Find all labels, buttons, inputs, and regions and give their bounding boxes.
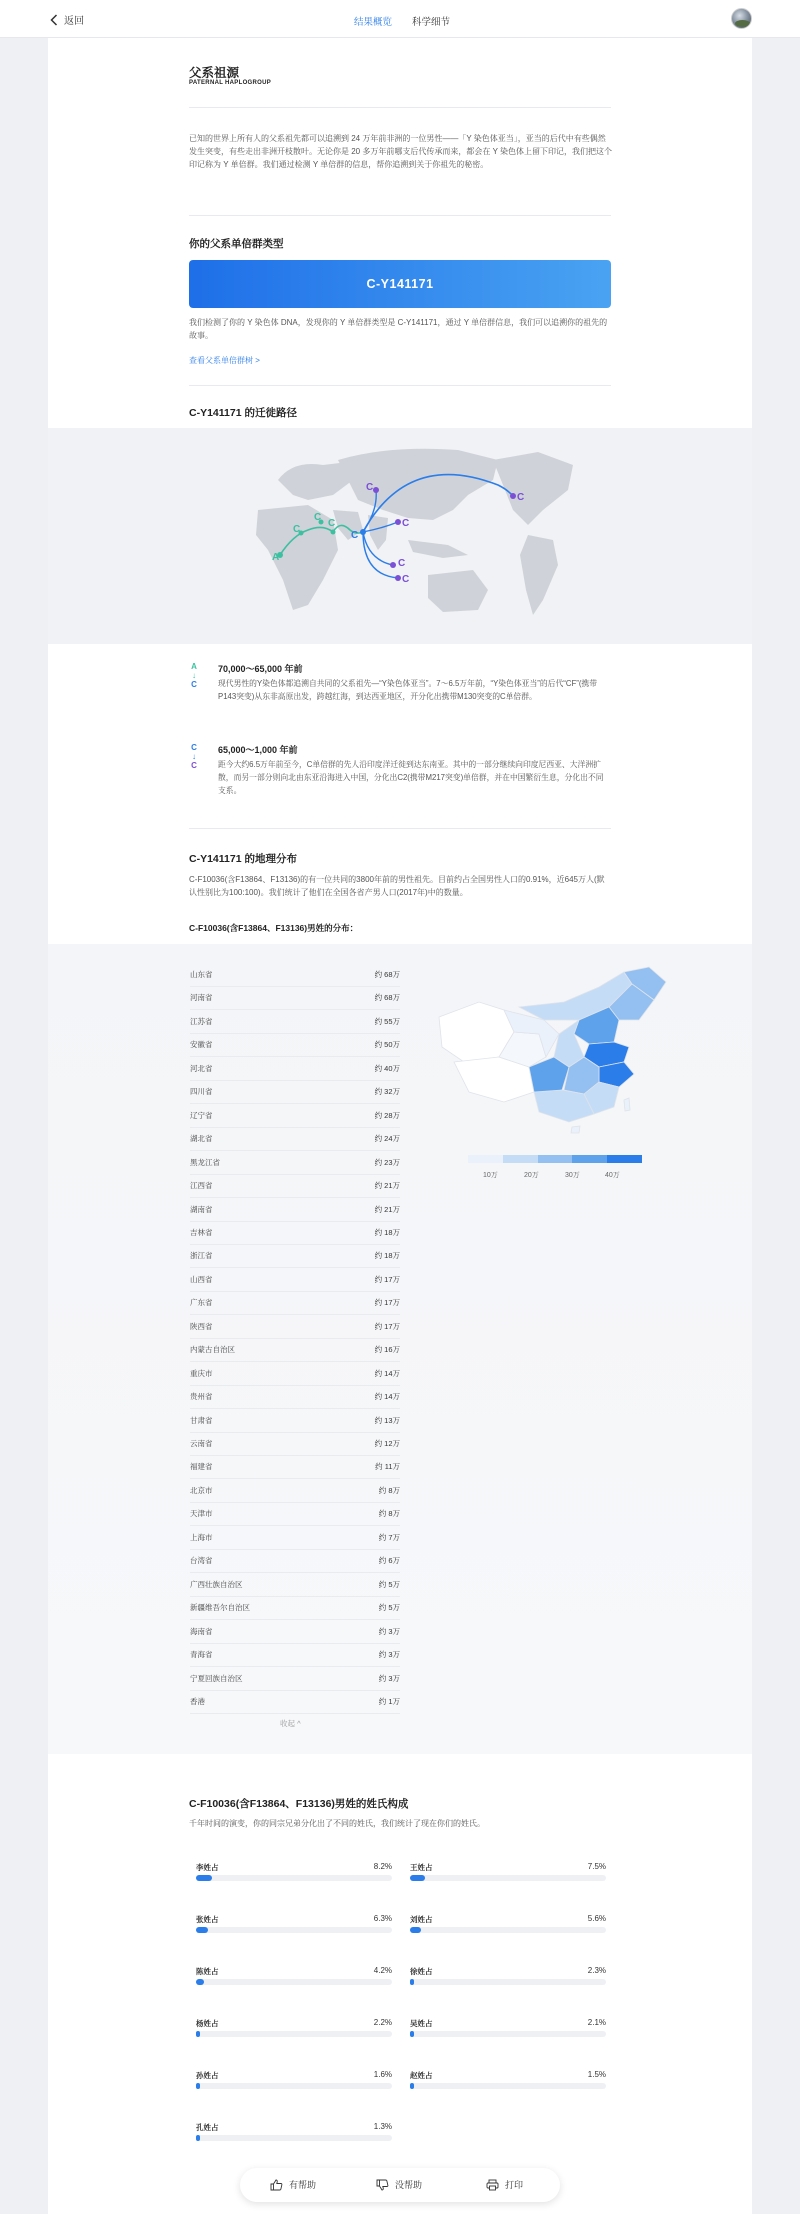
land-australia — [428, 570, 488, 612]
legend-label: 10万 — [483, 1172, 498, 1179]
province-count: 约 28万 — [374, 1110, 400, 1120]
map-label-c: C — [517, 492, 525, 503]
surname-label: 徐姓占 — [410, 1967, 433, 1976]
surname-label: 杨姓占 — [196, 2019, 219, 2028]
divider — [189, 215, 611, 216]
province-row — [190, 1409, 400, 1433]
province-name: 江西省 — [190, 1181, 213, 1191]
province-name: 香港 — [190, 1696, 205, 1706]
surname-bar-fill — [196, 2135, 200, 2141]
surname-percent: 8.2% — [373, 1862, 392, 1871]
province-name: 吉林省 — [190, 1227, 213, 1237]
surname-bar-fill — [410, 1979, 414, 1985]
province-name: 海南省 — [190, 1626, 213, 1636]
province-row — [190, 1432, 400, 1456]
node-c4 — [373, 487, 379, 493]
surname-bar — [196, 1875, 392, 1881]
province-count: 约 40万 — [374, 1063, 400, 1073]
map-label-a: A — [272, 552, 280, 563]
province-name: 陕西省 — [190, 1321, 213, 1331]
surname-bar — [410, 1875, 606, 1881]
province-count: 约 55万 — [374, 1016, 400, 1026]
legend-swatch — [468, 1155, 503, 1163]
timeline-icon-bottom: C — [191, 761, 197, 770]
province-count: 约 68万 — [374, 970, 400, 979]
surname-percent: 1.5% — [587, 2070, 606, 2079]
province-count: 约 17万 — [374, 1274, 400, 1284]
surname-label: 赵姓占 — [410, 2071, 433, 2080]
legend-swatch — [538, 1155, 573, 1163]
province-row — [190, 1385, 400, 1409]
surname-bar-fill — [196, 2031, 200, 2037]
timeline-icon: A ↓ C — [189, 662, 199, 689]
province-count: 约 6万 — [378, 1556, 400, 1566]
geo-heading: C-Y141171 的地理分布 — [189, 853, 297, 865]
province-count: 约 17万 — [374, 1298, 400, 1308]
province-name: 河南省 — [190, 993, 213, 1003]
province-count: 约 8万 — [378, 1485, 400, 1495]
province-name: 河北省 — [190, 1063, 213, 1073]
province-row — [190, 1221, 400, 1245]
province-count: 约 21万 — [374, 1181, 400, 1191]
province-name: 北京市 — [190, 1485, 213, 1495]
surname-percent: 1.3% — [373, 2122, 392, 2131]
map-label-c: C — [398, 558, 406, 569]
legend-label: 40万 — [605, 1172, 620, 1179]
surname-label: 孔姓占 — [196, 2123, 219, 2132]
divider — [189, 828, 611, 829]
province-row — [190, 1502, 400, 1526]
province-count: 约 7万 — [378, 1532, 400, 1542]
province-count: 约 14万 — [374, 1368, 400, 1378]
feedback-action-bar — [240, 2168, 560, 2202]
page-subtitle: PATERNAL HAPLOGROUP — [189, 80, 272, 86]
province-row — [190, 1362, 400, 1386]
surname-bar — [196, 2083, 392, 2089]
back-label: 返回 — [64, 16, 84, 27]
not-helpful-label: 没帮助 — [395, 2180, 423, 2190]
surname-percent: 5.6% — [587, 1914, 606, 1923]
province-count: 约 18万 — [374, 1251, 400, 1261]
timeline-text: 现代男性的Y染色体都追溯自共同的父系祖先—“Y染色体亚当”。7～6.5万年前，“Y染色体亚当”的后代“CF”(携带P143突变)从东非高原出发，跨越红海，到达西亚地区，开分化出携带M130突变的C单倍群。 — [218, 679, 598, 701]
legend-swatch — [607, 1155, 642, 1163]
map-label-c: C — [402, 574, 410, 585]
surname-label: 刘姓占 — [410, 1915, 433, 1924]
province-row — [190, 1198, 400, 1222]
province-name: 重庆市 — [190, 1368, 213, 1378]
land-sea-islands — [408, 540, 468, 558]
surname-bar-fill — [410, 1927, 421, 1933]
province-name: 福建省 — [190, 1462, 213, 1472]
surname-heading: C-F10036(含F13864、F13136)男姓的姓氏构成 — [189, 1798, 409, 1810]
province-count: 约 50万 — [374, 1040, 400, 1050]
province-count: 约 17万 — [374, 1321, 400, 1331]
surname-percent: 1.6% — [373, 2070, 392, 2079]
province-count: 约 16万 — [374, 1345, 400, 1355]
surname-percent: 2.2% — [373, 2018, 392, 2027]
province-row — [190, 1057, 400, 1081]
province-name: 江苏省 — [190, 1016, 213, 1026]
province-count: 约 18万 — [374, 1227, 400, 1237]
intro-text: 已知的世界上所有人的父系祖先都可以追溯到 24 万年前非洲的一位男性——「Y 染色体亚当」，亚当的后代中有些偶然发生突变，有些走出非洲开枝散叶。无论你是 20 多万年前哪支后代传承而来，都会在 Y 染色体上留下印记，我们把这个印记称为 Y 单倍群。我们通过检测 Y 单倍群的信息，帮你追溯到关于你祖先的秘密。 — [189, 134, 612, 169]
avatar[interactable] — [731, 8, 752, 29]
timeline-icon-bottom: C — [191, 680, 197, 689]
province-row — [190, 1479, 400, 1503]
province-count: 约 11万 — [375, 1462, 400, 1472]
surname-bar — [410, 2031, 606, 2037]
province-row — [190, 1244, 400, 1268]
back-button[interactable] — [50, 12, 84, 27]
node-c3 — [360, 529, 366, 535]
province-row — [190, 1667, 400, 1691]
surname-bar-fill — [196, 1927, 208, 1933]
node-c8 — [510, 493, 516, 499]
surname-bar — [410, 1979, 606, 1985]
map-label-c: C — [293, 524, 301, 535]
chevron-left-icon — [50, 14, 58, 26]
divider — [189, 107, 611, 108]
legend-swatch — [503, 1155, 538, 1163]
surname-percent: 2.1% — [587, 2018, 606, 2027]
province-name: 山东省 — [190, 970, 213, 979]
divider — [189, 385, 611, 386]
province-name: 青海省 — [190, 1650, 213, 1660]
province-row — [190, 963, 400, 987]
province-row — [190, 1080, 400, 1104]
province-count: 约 23万 — [374, 1157, 400, 1167]
printer-icon — [486, 2179, 499, 2191]
province-count: 约 3万 — [378, 1673, 400, 1683]
province-name: 山西省 — [190, 1274, 213, 1284]
surname-label: 孙姓占 — [196, 2071, 219, 2080]
legend-swatch — [572, 1155, 607, 1163]
node-c6 — [390, 562, 396, 568]
province-count: 约 13万 — [374, 1415, 400, 1425]
tab-overview[interactable]: 结果概览 — [354, 14, 392, 28]
region-taiwan — [624, 1098, 630, 1111]
province-row — [190, 1174, 400, 1198]
province-row — [190, 1526, 400, 1550]
province-name: 上海市 — [190, 1532, 213, 1542]
province-count: 约 8万 — [378, 1509, 400, 1519]
map-label-c: C — [351, 530, 359, 541]
province-name: 宁夏回族自治区 — [190, 1673, 243, 1683]
distribution-table-title: C-F10036(含F13864、F13136)男姓的分布： — [189, 923, 359, 933]
province-name: 内蒙古自治区 — [190, 1345, 235, 1355]
top-nav — [0, 0, 800, 38]
province-count: 约 3万 — [378, 1650, 400, 1660]
province-count: 约 12万 — [374, 1439, 400, 1448]
province-name: 四川省 — [190, 1087, 213, 1097]
province-row — [190, 986, 400, 1010]
china-distribution-map — [434, 962, 684, 1137]
map-legend-bar — [468, 1155, 642, 1163]
province-row — [190, 1010, 400, 1034]
province-name: 天津市 — [190, 1509, 213, 1519]
province-row — [190, 1291, 400, 1315]
map-label-c: C — [328, 518, 336, 529]
migration-heading: C-Y141171 的迁徙路径 — [189, 407, 297, 419]
haplo-tree-link[interactable]: 查看父系单倍群树 > — [189, 356, 260, 365]
province-name: 浙江省 — [190, 1251, 213, 1261]
timeline-icon-top: A — [191, 662, 197, 671]
land-africa — [256, 505, 338, 610]
province-count: 约 24万 — [374, 1134, 400, 1144]
province-row — [190, 1620, 400, 1644]
helpful-button[interactable] — [270, 2178, 316, 2191]
province-name: 安徽省 — [190, 1040, 213, 1050]
province-count: 约 68万 — [374, 993, 400, 1003]
surname-bar-fill — [196, 2083, 200, 2089]
land-europe — [278, 462, 353, 500]
province-row — [190, 1268, 400, 1292]
province-row — [190, 1690, 400, 1714]
province-name: 湖北省 — [190, 1134, 213, 1144]
surname-bar-fill — [196, 1875, 212, 1881]
surname-label: 王姓占 — [410, 1863, 433, 1872]
province-row — [190, 1643, 400, 1667]
surname-bar — [196, 2135, 392, 2141]
surname-label: 吴姓占 — [410, 2019, 433, 2028]
province-row — [190, 1151, 400, 1175]
province-row — [190, 1596, 400, 1620]
surname-label: 李姓占 — [196, 1863, 219, 1872]
province-row — [190, 1573, 400, 1597]
surname-bar — [410, 2083, 606, 2089]
province-row — [190, 1549, 400, 1573]
print-label: 打印 — [505, 2180, 524, 2190]
province-row — [190, 1033, 400, 1057]
surname-bar — [196, 1927, 392, 1933]
migration-map — [238, 440, 588, 630]
province-count: 约 5万 — [378, 1603, 400, 1613]
province-name: 广东省 — [190, 1298, 213, 1308]
haplo-description: 我们检测了你的 Y 染色体 DNA，发现你的 Y 单倍群类型是 C-Y141171，通过 Y 单倍群信息，我们可以追溯你的祖先的故事。 — [189, 318, 608, 340]
land-arabia — [333, 510, 363, 540]
surname-percent: 2.3% — [587, 1966, 606, 1975]
province-count: 约 21万 — [374, 1204, 400, 1214]
map-label-c: C — [366, 482, 374, 493]
province-name: 黑龙江省 — [190, 1157, 220, 1167]
timeline-icon-top: C — [191, 743, 197, 752]
surname-bar-fill — [410, 2083, 414, 2089]
land-south-america — [520, 535, 558, 615]
surname-percent: 7.5% — [587, 1862, 606, 1871]
timeline-text: 距今大约6.5万年前至今，C单倍群的先人沿印度洋迁徙到达东南亚。其中的一部分继续向印度尼西亚、大洋洲扩散，而另一部分则向北由东亚沿海进入中国，分化出C2(携带M217突变)单倍群，并在中国繁衍生息，分化出不同支系。 — [218, 760, 604, 795]
not-helpful-button[interactable] — [376, 2178, 422, 2191]
print-button[interactable] — [486, 2178, 523, 2191]
province-name: 新疆维吾尔自治区 — [190, 1603, 250, 1613]
province-row — [190, 1338, 400, 1362]
helpful-label: 有帮助 — [289, 2180, 317, 2190]
province-name: 辽宁省 — [190, 1110, 213, 1120]
province-name: 广西壮族自治区 — [190, 1579, 243, 1589]
node-c7 — [395, 575, 401, 581]
province-row — [190, 1104, 400, 1128]
province-count: 约 3万 — [378, 1626, 400, 1636]
legend-label: 30万 — [565, 1172, 580, 1179]
surname-bar — [410, 1927, 606, 1933]
surname-bar-fill — [410, 2031, 414, 2037]
land-asia — [338, 449, 498, 520]
surname-percent: 4.2% — [373, 1966, 392, 1975]
haplo-heading: 你的父系单倍群类型 — [189, 238, 284, 250]
surname-label: 张姓占 — [196, 1915, 219, 1924]
province-name: 湖南省 — [190, 1204, 213, 1214]
surname-label: 陈姓占 — [196, 1967, 219, 1976]
map-label-c: C — [314, 512, 322, 523]
node-c9 — [331, 530, 336, 535]
node-c5 — [395, 519, 401, 525]
surname-bar-fill — [196, 1979, 204, 1985]
province-row — [190, 1127, 400, 1151]
thumbs-up-icon — [270, 2179, 283, 2191]
collapse-button[interactable]: 收起 ^ — [280, 1719, 301, 1728]
timeline-title: 70,000～65,000 年前 — [218, 664, 303, 674]
province-count: 约 32万 — [374, 1087, 400, 1097]
province-name: 云南省 — [190, 1439, 213, 1448]
region-hainan — [571, 1126, 580, 1133]
surname-bar — [196, 1979, 392, 1985]
surname-bar — [196, 2031, 392, 2037]
thumbs-down-icon — [376, 2179, 389, 2191]
province-row — [190, 1455, 400, 1479]
surname-bar-fill — [410, 1875, 425, 1881]
tab-science-details[interactable]: 科学细节 — [412, 17, 451, 28]
province-count: 约 14万 — [374, 1392, 400, 1402]
timeline-title: 65,000～1,000 年前 — [218, 745, 298, 755]
province-name: 甘肃省 — [190, 1415, 213, 1425]
page-title: 父系祖源 — [189, 66, 240, 80]
province-count: 约 5万 — [378, 1579, 400, 1589]
surname-percent: 6.3% — [373, 1914, 392, 1923]
map-label-c: C — [402, 518, 410, 529]
timeline-icon: C ↓ C — [189, 743, 199, 770]
province-name: 贵州省 — [190, 1392, 213, 1402]
province-row — [190, 1315, 400, 1339]
legend-label: 20万 — [524, 1172, 539, 1179]
haplogroup-button[interactable]: C-Y141171 — [189, 260, 611, 308]
geo-description: C-F10036(含F13864、F13136)的有一位共同的3800年前的男性祖先。目前约占全国男性人口的0.91%，近645万人(默认性别比为100:100)。我们统计了他们在全国各省产男人口(2017年)中的数量。 — [189, 875, 605, 897]
province-name: 台湾省 — [190, 1556, 213, 1566]
province-count: 约 1万 — [378, 1696, 400, 1706]
surname-description: 千年时间的演变，你的同宗兄弟分化出了不同的姓氏，我们统计了现在你们的姓氏。 — [189, 1819, 485, 1828]
